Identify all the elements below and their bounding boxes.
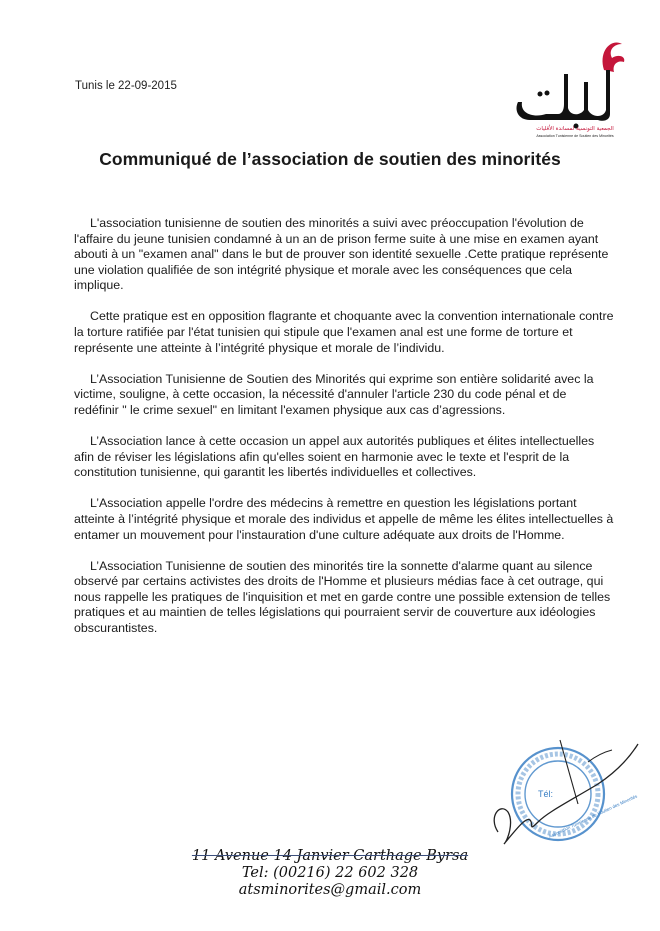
logo-graphic <box>500 30 650 140</box>
contact-footer <box>0 848 660 899</box>
stamp-graphic <box>478 722 648 862</box>
footer-telephone: Tel: (00216) 22 602 328 <box>241 865 419 881</box>
letter-date: Tunis le 22-09-2015 <box>75 80 177 92</box>
communique-body <box>74 216 614 652</box>
official-stamp-and-signature <box>478 722 648 862</box>
logo-french-name: Association Tunisienne de Soutien des Minorités <box>536 134 614 138</box>
paragraph-5: L’Association appelle l'ordre des médecins à remettre en question les législations portant atteinte à l’intégrité physique et morale des individus et appelle de même les élites intellectuelles à entamer un mouvement pour l'instauration d'une culture adéquate aux droits de l'Homme. <box>74 496 614 542</box>
logo-black-strokes <box>517 70 611 121</box>
logo-red-mark <box>603 42 625 72</box>
paragraph-4: L’Association lance à cette occasion un appel aux autorités publiques et élites intellectuelles afin de réviser les législations afin qu'elles soient en harmonie avec le texte et l'esprit de la constitution tunisienne, qui garantit les libertés individuelles et collectives. <box>74 434 595 480</box>
stamp-ring-text: Association Tunisienne de Soutien des Minorités <box>548 793 638 839</box>
communique-title: Communiqué de l’association de soutien des minorités <box>99 149 561 169</box>
association-logo <box>500 30 650 140</box>
paragraph-2: Cette pratique est en opposition flagrante et choquante avec la convention internationale contre la torture ratifiée par l'état tunisien qui stipule que l'examen anal est une forme de torture et représente une atteinte à l’intégrité physique et morale de l’individu. <box>74 309 614 355</box>
stamp-center-text: Tél: <box>538 789 554 799</box>
footer-address: 11 Avenue 14 Janvier Carthage Byrsa <box>191 848 469 864</box>
footer-email: atsminorites@gmail.com <box>238 882 422 898</box>
paragraph-1: L'association tunisienne de soutien des minorités a suivi avec préoccupation l'évolution de l'affaire du jeune tunisien condamné à un an de prison ferme suite à une mise en examen ayant abouti à un "examen anal" dans le but de prouver son identité sexuelle .Cette pratique représente une violation qualifiée de son intégrité physique et morale avec les conséquences que cela implique. <box>74 216 609 293</box>
paragraph-6: L’Association Tunisienne de soutien des minorités tire la sonnette d'alarme quant au silence observé par certains activistes des droits de l'Homme et plusieurs médias face à cet outrage, qui nous rappelle les pratiques de l'inquisition et met en garde contre une possible extension de telles pratiques et au maintien de telles législations qui pourraient servir de couverture aux idéologies obscurantistes. <box>74 558 611 635</box>
paragraph-3: L’Association Tunisienne de Soutien des Minorités qui exprime son entière solidarité avec la victime, souligne, à cette occasion, la nécessité d'annuler l'article 230 du code pénal et de redéfinir " le crime sexuel" en limitant l'examen physique aux cas d’agressions. <box>74 371 594 417</box>
logo-arabic-name: الجمعية التونسية لمساندة الأقليات <box>536 126 614 132</box>
